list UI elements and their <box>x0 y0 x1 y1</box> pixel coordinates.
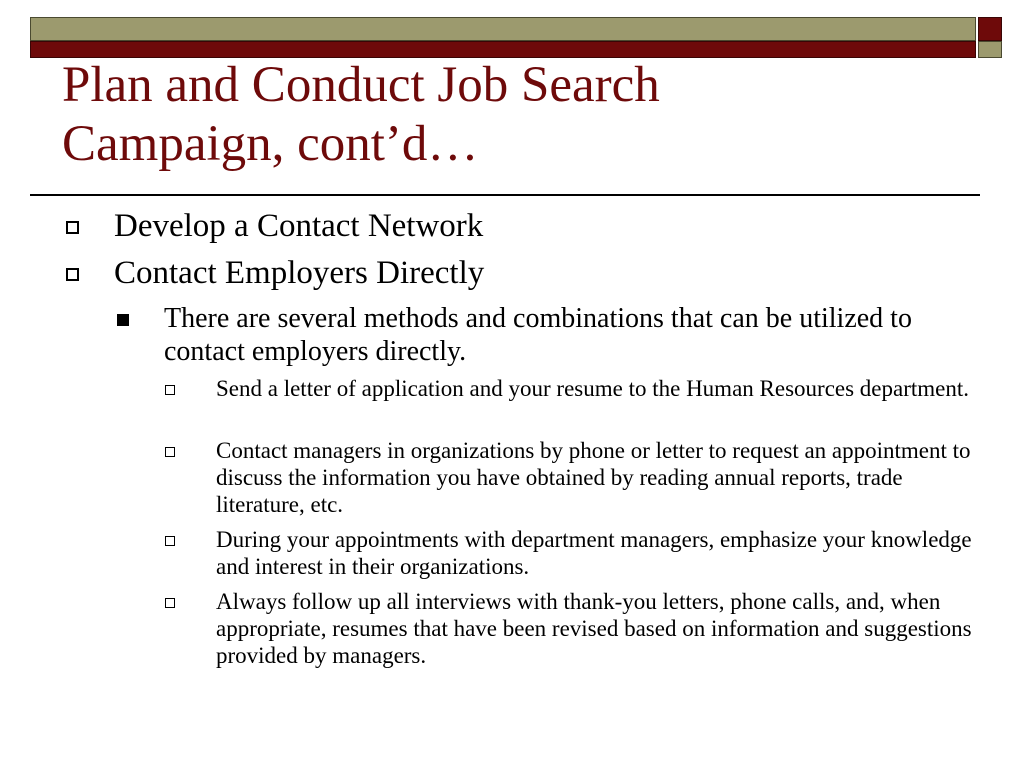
hollow-square-bullet-icon <box>66 268 79 281</box>
sub-bullet-methods: There are several methods and combinations that can be utilized to contact employers directly. <box>164 303 912 367</box>
hollow-square-bullet-icon <box>66 221 79 234</box>
slide-title-line-1: Plan and Conduct Job Search <box>62 57 660 113</box>
filled-square-bullet-icon <box>117 314 129 326</box>
hollow-square-bullet-icon <box>165 385 175 395</box>
sub-sub-bullet-appointments: During your appointments with department managers, emphasize your knowledge and interest in their organizations. <box>216 527 972 579</box>
slide-title-line-2: Campaign, cont’d… <box>62 116 479 172</box>
sub-sub-bullet-letter: Send a letter of application and your resume to the Human Resources department. <box>216 376 970 401</box>
hollow-square-bullet-icon <box>165 536 175 546</box>
hollow-square-bullet-icon <box>165 447 175 457</box>
sub-sub-bullet-follow-up: Always follow up all interviews with thank-you letters, phone calls, and, when appropriate, resumes that have been revised based on information and suggestions provided by managers. <box>216 589 972 668</box>
bullet-develop-network: Develop a Contact Network <box>114 208 484 244</box>
bullet-contact-employers: Contact Employers Directly <box>114 255 485 291</box>
sub-sub-bullet-contact-managers: Contact managers in organizations by phone or letter to request an appointment to discuss the information you have obtained by reading annual reports, trade literature, etc. <box>216 438 971 517</box>
hollow-square-bullet-icon <box>165 598 175 608</box>
